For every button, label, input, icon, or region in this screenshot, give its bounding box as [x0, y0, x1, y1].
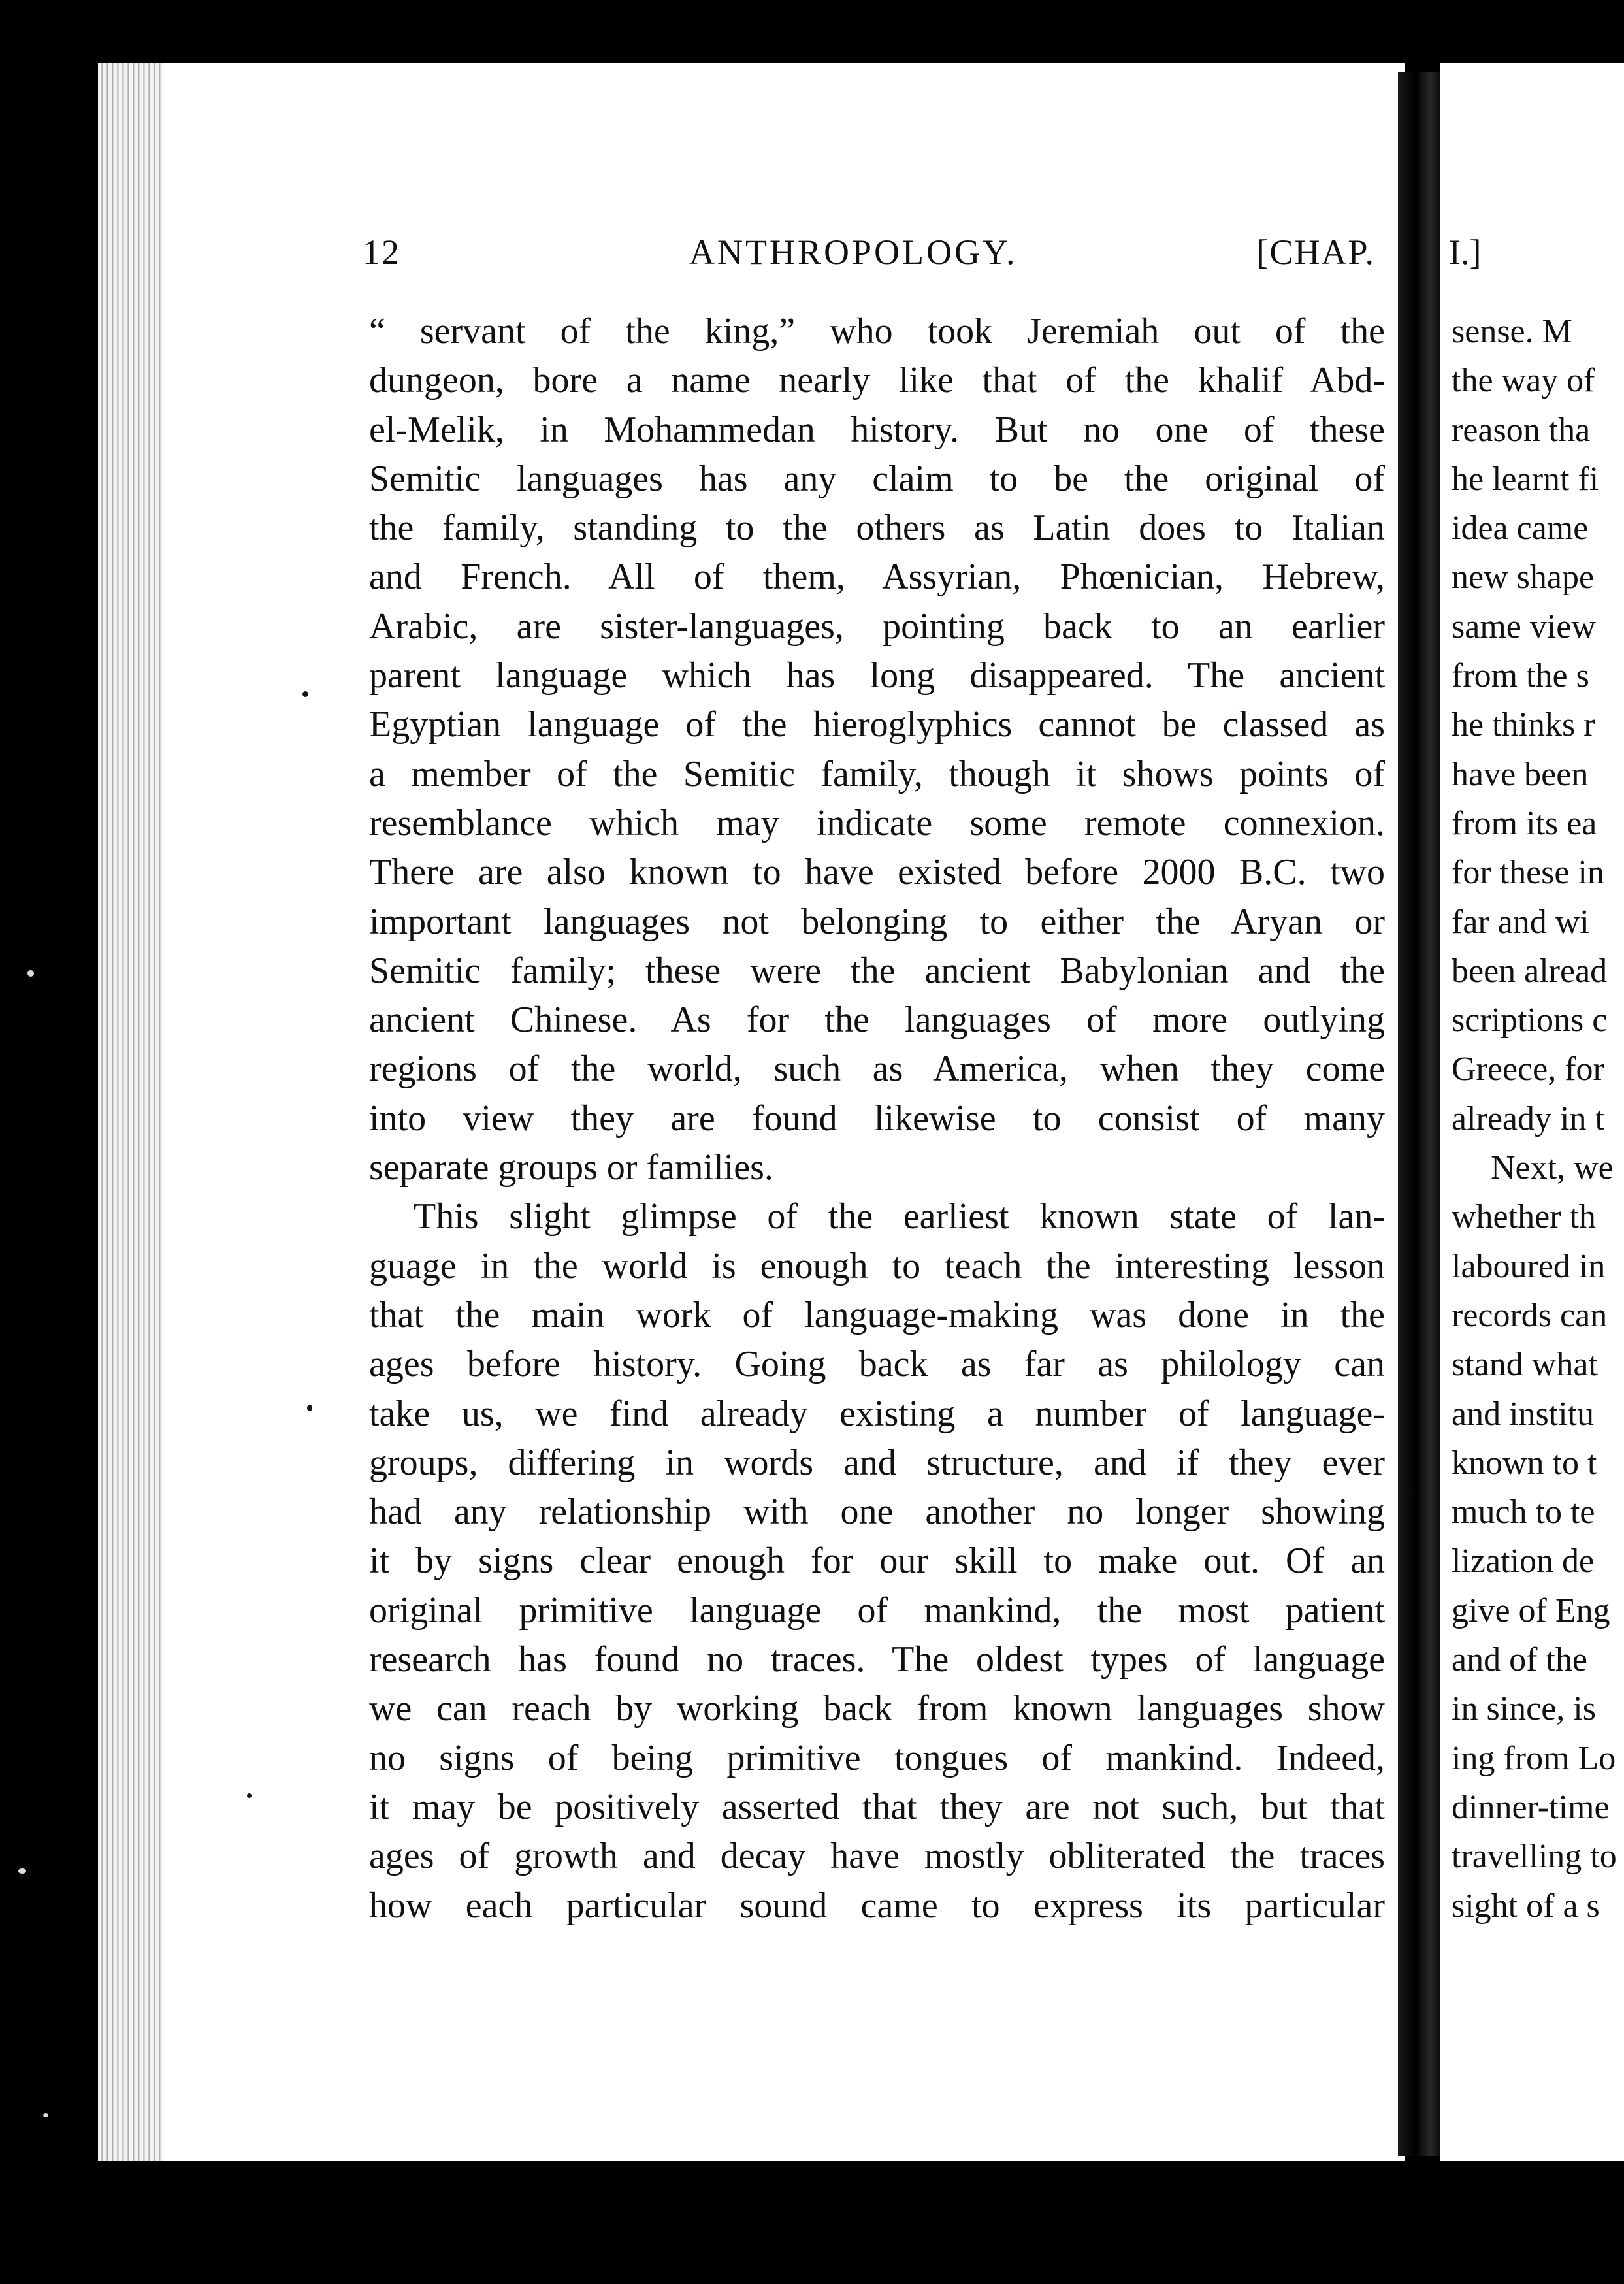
right-text-line: already in t — [1452, 1100, 1604, 1137]
right-text-line: the way of — [1452, 362, 1595, 400]
running-title: ANTHROPOLOGY. — [689, 233, 1018, 272]
text-line: regions of the world, such as America, when they come — [369, 1049, 1385, 1090]
text-line: and French. All of them, Assyrian, Phœnician, Hebrew, — [369, 557, 1385, 598]
right-page-text — [1452, 307, 1624, 1931]
text-line: take us, we find already existing a number of language- — [369, 1393, 1385, 1434]
right-text-line: known to t — [1452, 1444, 1597, 1482]
page-header — [363, 232, 1375, 284]
text-line: important languages not belonging to either the Aryan or — [369, 901, 1385, 942]
text-line: had any relationship with one another no longer showing — [369, 1492, 1385, 1533]
text-line: guage in the world is enough to teach the interesting lesson — [369, 1245, 1385, 1286]
right-text-line: he learnt fi — [1452, 460, 1599, 498]
right-text-line: and institu — [1452, 1395, 1595, 1433]
right-text-line: give of Eng — [1452, 1591, 1610, 1629]
right-text-line: far and wi — [1452, 903, 1589, 941]
text-line: separate groups or families. — [369, 1147, 773, 1188]
text-line: ages of growth and decay have mostly obliterated the traces — [369, 1836, 1385, 1877]
chapter-mark: [CHAP. — [1256, 233, 1375, 272]
text-line: how each particular sound came to express its particular — [369, 1885, 1385, 1926]
right-text-line: and of the — [1452, 1641, 1587, 1679]
book-gutter — [1398, 72, 1444, 2156]
right-text-line: in since, is — [1452, 1690, 1596, 1728]
page-number: 12 — [363, 233, 400, 272]
text-line: groups, differing in words and structure, and if they ever — [369, 1442, 1385, 1483]
text-line: parent language which has long disappeared. The ancient — [369, 655, 1385, 696]
right-text-line: laboured in — [1452, 1247, 1606, 1285]
text-line: original primitive language of mankind, the most patient — [369, 1590, 1385, 1631]
text-line: ages before history. Going back as far as philology can — [369, 1344, 1385, 1385]
right-text-line: lization de — [1452, 1542, 1595, 1580]
text-line: Arabic, are sister-languages, pointing back to an earlier — [369, 606, 1385, 647]
right-text-line: whether th — [1452, 1198, 1596, 1236]
scan-speck — [247, 1793, 252, 1798]
scan-speck — [18, 1868, 26, 1874]
right-text-line: idea came — [1452, 510, 1589, 547]
text-line: Semitic languages has any claim to be the original of — [369, 458, 1385, 499]
right-text-line: travelling to — [1452, 1838, 1617, 1876]
scan-speck — [307, 1405, 312, 1411]
right-text-line: he thinks r — [1452, 706, 1595, 744]
scan-speck — [302, 691, 308, 697]
text-line: it by signs clear enough for our skill to make out. Of an — [369, 1541, 1385, 1582]
scan-speck — [43, 2113, 48, 2117]
text-line: it may be positively asserted that they are not such, but that — [369, 1786, 1385, 1827]
right-text-line: from its ea — [1452, 804, 1597, 842]
text-line: that the main work of language-making was done in the — [369, 1294, 1385, 1335]
right-text-line: ing from Lo — [1452, 1739, 1616, 1777]
text-line: research has found no traces. The oldest types of language — [369, 1639, 1385, 1680]
text-line: Egyptian language of the hieroglyphics cannot be classed as — [369, 704, 1385, 745]
right-text-line: for these in — [1452, 854, 1604, 892]
body-text — [369, 307, 1385, 1931]
right-text-line: scriptions c — [1452, 1002, 1608, 1039]
right-text-line: records can — [1452, 1296, 1608, 1334]
right-text-line: new shape — [1452, 559, 1595, 596]
right-text-line: from the s — [1452, 657, 1589, 695]
text-line: we can reach by working back from known languages show — [369, 1688, 1385, 1729]
right-page-header: I.] — [1449, 233, 1482, 272]
text-line: el-Melik, in Mohammedan history. But no one of these — [369, 409, 1385, 450]
right-text-line: much to te — [1452, 1493, 1595, 1531]
text-line: “ servant of the king,” who took Jeremiah out of the — [369, 311, 1385, 351]
scan-speck — [27, 970, 34, 977]
right-text-line: sight of a s — [1452, 1887, 1600, 1925]
text-line: dungeon, bore a name nearly like that of the khalif Abd- — [369, 360, 1385, 401]
text-line: a member of the Semitic family, though it shows points of — [369, 753, 1385, 794]
text-line: no signs of being primitive tongues of mankind. Indeed, — [369, 1737, 1385, 1778]
right-text-line: dinner-time — [1452, 1788, 1610, 1826]
right-text-line: reason tha — [1452, 411, 1591, 449]
right-text-line: been alread — [1452, 952, 1608, 990]
right-text-line: Next, we — [1491, 1149, 1614, 1187]
text-line: There are also known to have existed before 2000 B.C. two — [369, 852, 1385, 893]
right-text-line: Greece, for — [1452, 1051, 1604, 1088]
right-text-line: same view — [1452, 608, 1596, 645]
text-line: Semitic family; these were the ancient Babylonian and the — [369, 950, 1385, 991]
text-line: the family, standing to the others as Latin does to Italian — [369, 508, 1385, 549]
right-text-line: sense. M — [1452, 313, 1572, 350]
text-line: resemblance which may indicate some remote connexion. — [369, 802, 1385, 843]
text-line: ancient Chinese. As for the languages of more outlying — [369, 1000, 1385, 1041]
right-text-line: stand what — [1452, 1346, 1598, 1384]
right-text-line: have been — [1452, 755, 1589, 793]
text-line: This slight glimpse of the earliest known state of lan- — [414, 1196, 1385, 1237]
text-line: into view they are found likewise to consist of many — [369, 1098, 1385, 1139]
